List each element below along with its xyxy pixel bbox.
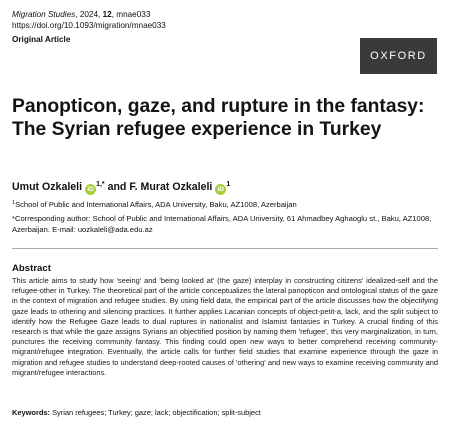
author-marker: 1 xyxy=(226,181,231,188)
author-line xyxy=(12,178,230,195)
abstract-text: This article aims to study how 'seeing' and 'being looked at' (the gaze) interplay in constructing citizens' idealized-self and the refugee-other in Turkey. The theoretical part of the article conceptualizes the lateral panopticon and ontological status of the gaze in the context of migration and refugee studies. By using field data, the empirical part of the article discusses how the objectifying gaze leads to othering and silencing practices. It further applies Lacanian concepts of object-petit-a, lack, and the split subject to identify how the Refugee Gaze leads to dual ruptures in nationalist and Islamist fantasies in Turkey. A crucial finding of this research is that while the gaze assigns Syrians an objectified position by naming them 'refugee', this very marginalization, in turn, punctures the receiving community fantasy. This finding could open new ways to better comprehend receiving community-migrant/refugee integration. Eventually, the article calls for further field studies that examine experience through the gaze in migration and refugee studies to understand deep-rooted causes of 'othering' and new ways to examine receiving community and migrant/refugee interactions. xyxy=(12,276,438,377)
journal-name: Migration Studies xyxy=(12,10,76,19)
journal-article-id: , mnae033 xyxy=(111,10,151,19)
journal-meta xyxy=(12,9,166,45)
author-name: F. Murat Ozkaleli xyxy=(129,181,213,193)
orcid-icon[interactable]: iD xyxy=(215,184,226,195)
orcid-icon[interactable]: iD xyxy=(85,184,96,195)
section-divider xyxy=(12,248,438,249)
oxford-logo: OXFORD xyxy=(360,38,437,74)
author-marker: 1,* xyxy=(96,181,105,188)
author-connector: and xyxy=(104,181,130,193)
affiliation-marker: 1 xyxy=(12,200,16,206)
abstract-heading: Abstract xyxy=(12,263,51,274)
corresponding-author: *Corresponding author: School of Public and International Affairs, ADA University, 61 Ahmadbey Aghaoglu st., Baku, AZ1008, Azerbaijan. E-mail: uozkaleli@ada.edu.az xyxy=(12,214,432,234)
journal-volume: 12 xyxy=(102,10,112,19)
article-title: Panopticon, gaze, and rupture in the fantasy: The Syrian refugee experience in Turkey xyxy=(12,96,425,140)
keywords xyxy=(12,408,438,418)
keywords-text: Syrian refugees; Turkey; gaze; lack; objectification; split-subject xyxy=(50,408,261,417)
affiliation xyxy=(12,198,442,211)
journal-citation xyxy=(12,9,166,20)
doi-link[interactable]: https://doi.org/10.1093/migration/mnae033 xyxy=(12,21,166,30)
keywords-label: Keywords: xyxy=(12,408,51,417)
author-name: Umut Ozkaleli xyxy=(12,181,83,193)
article-type: Original Article xyxy=(12,35,71,44)
affiliation-text: School of Public and International Affairs, ADA University, Baku, AZ1008, Azerbaijan xyxy=(15,200,297,209)
journal-year: , 2024, xyxy=(75,10,103,19)
